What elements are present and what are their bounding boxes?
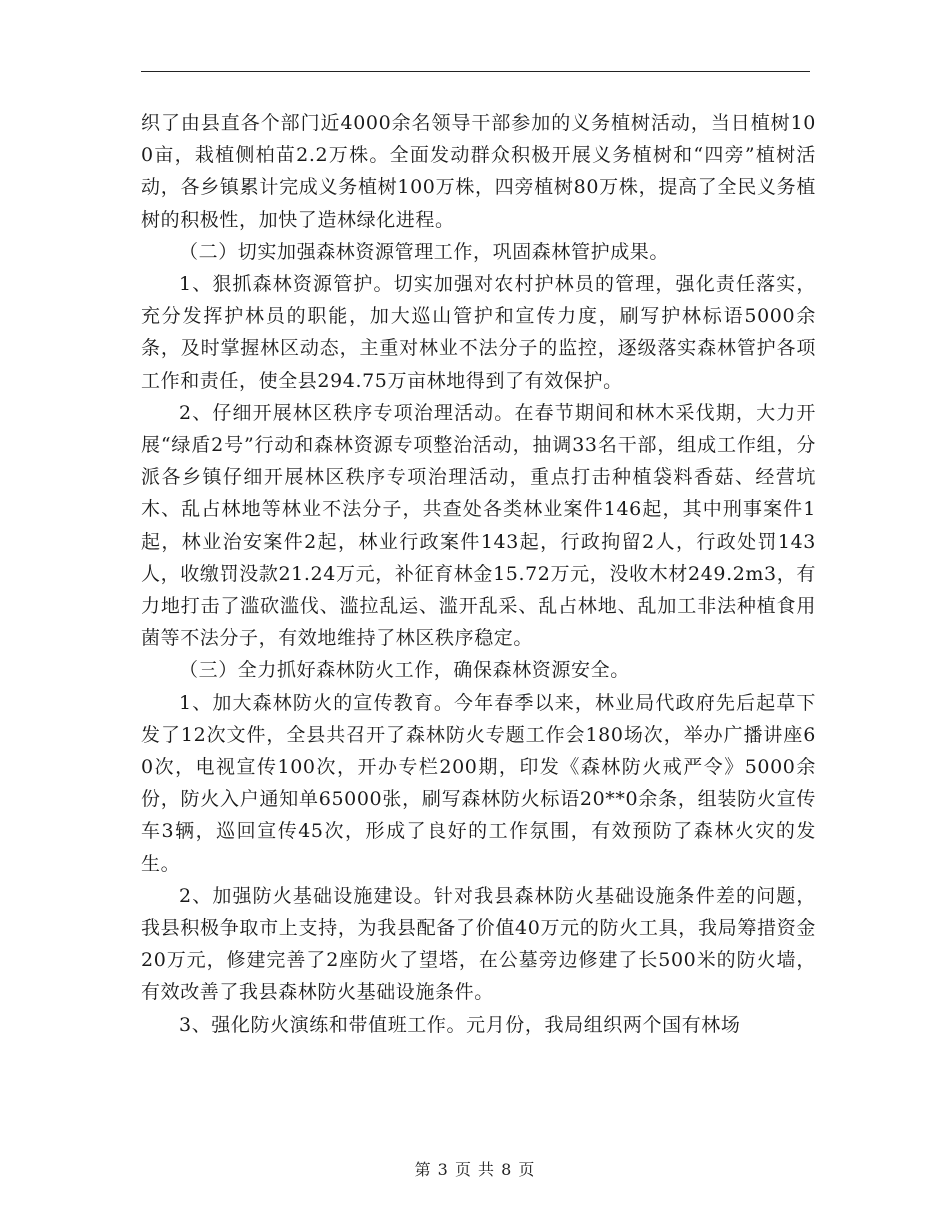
paragraph-resource-protection: 1、狠抓森林资源管护。切实加强对农村护林员的管理，强化责任落实，充分发挥护林员的职能，加大巡山管护和宣传力度，刷写护林标语5000余条，及时掌握林区动态，主重对林业不法分子的监控，逐级落实森林管护各项工作和责任，使全县294.75万亩林地得到了有效保护。 [141, 273, 816, 392]
paragraph-fire-publicity: 1、加大森林防火的宣传教育。今年春季以来，林业局代政府先后起草下发了12次文件，全县共召开了森林防火专题工作会180场次，举办广播讲座60次，电视宣传100次，开办专栏200期，印发《森林防火戒严令》5000余份，防火入户通知单65000张，刷写森林防火标语20**0余条，组装防火宣传车3辆，巡回宣传45次，形成了良好的工作氛围，有效预防了森林火灾的发生。 [141, 691, 816, 875]
paragraph-fire-infrastructure: 2、加强防火基础设施建设。针对我县森林防火基础设施条件差的问题，我县积极争取市上支持，为我县配备了价值40万元的防火工具，我局筹措资金20万元，修建完善了2座防火了望塔，在公墓旁边修建了长500米的防火墙，有效改善了我县森林防火基础设施条件。 [141, 884, 816, 1004]
section-heading-2: （二）切实加强森林资源管理工作，巩固森林管护成果。 [179, 240, 670, 263]
page-number-footer: 第 3 页 共 8 页 [414, 1160, 536, 1179]
section-heading-3: （三）全力抓好森林防火工作，确保森林资源安全。 [179, 659, 630, 682]
document-body [141, 107, 816, 1041]
paragraph-order-campaign: 2、仔细开展林区秩序专项治理活动。在春节期间和林木采伐期，大力开展“绿盾2号”行动和森林资源专项整治活动，抽调33名干部，组成工作组，分派各乡镇仔细开展林区秩序专项治理活动，重点打击种植袋料香菇、经营坑木、乱占林地等林业不法分子，共查处各类林业案件146起，其中刑事案件1起，林业治安案件2起，林业行政案件143起，行政拘留2人，行政处罚143人，收缴罚没款21.24万元，补征育林金15.72万元，没收木材249.2m3，有力地打击了滥砍滥伐、滥拉乱运、滥开乱采、乱占林地、乱加工非法种植食用菌等不法分子，有效地维持了林区秩序稳定。 [141, 401, 816, 650]
paragraph-fire-drills: 3、强化防火演练和带值班工作。元月份，我局组织两个国有林场 [179, 1013, 741, 1036]
paragraph-tree-planting: 织了由县直各个部门近4000余名领导干部参加的义务植树活动，当日植树100亩，栽植侧柏苗2.2万株。全面发动群众积极开展义务植树和“四旁”植树活动，各乡镇累计完成义务植树100万株，四旁植树80万株，提高了全民义务植树的积极性，加快了造林绿化进程。 [141, 112, 816, 231]
header-rule [141, 71, 810, 72]
